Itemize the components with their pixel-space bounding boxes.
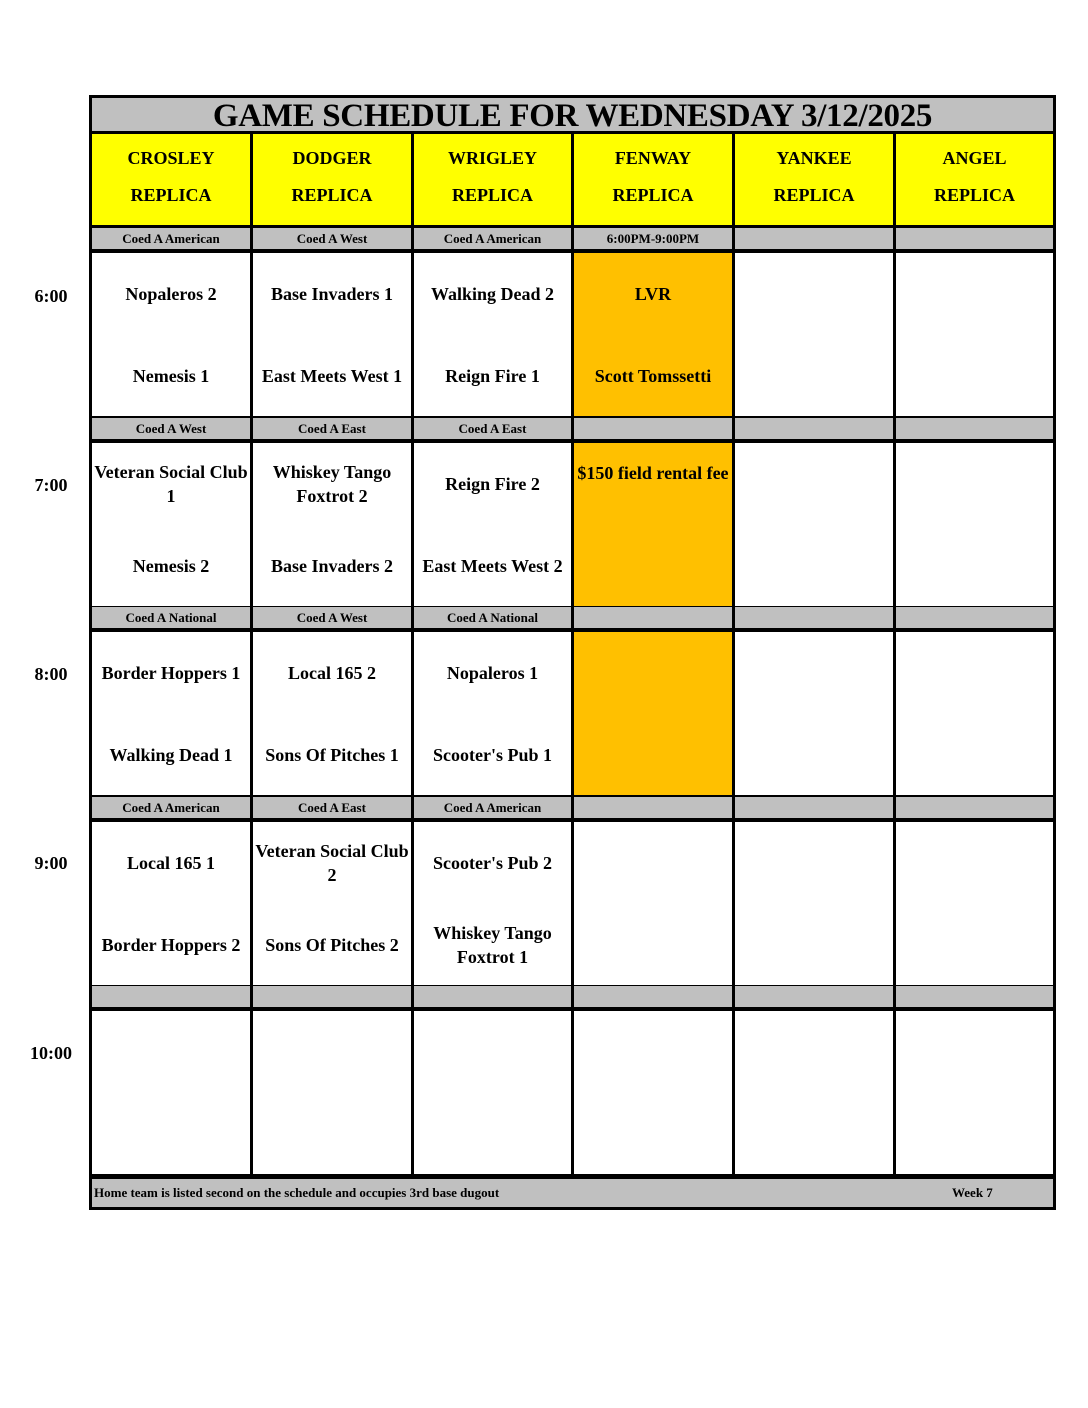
game-cell: [414, 443, 571, 606]
game-cell: [414, 822, 571, 985]
division-label: [92, 986, 250, 1007]
division-label: Coed A East: [414, 418, 571, 439]
game-cell: [92, 443, 250, 606]
game-cell: [414, 253, 571, 416]
home-team: [574, 1093, 732, 1174]
division-label: [896, 228, 1053, 249]
away-team: [896, 1011, 1053, 1093]
away-team: [574, 1011, 732, 1093]
game-cell: [896, 1011, 1053, 1174]
division-label: Coed A American: [92, 228, 250, 249]
away-team: [735, 1011, 893, 1093]
game-cell: [92, 253, 250, 416]
away-team: [735, 443, 893, 525]
time-label: 10:00: [30, 1043, 72, 1063]
home-team: [92, 1093, 250, 1174]
game-cell: [253, 443, 411, 606]
game-cell: [735, 253, 893, 416]
field-header-dodger: [253, 134, 411, 225]
division-label: [735, 228, 893, 249]
division-label: [896, 607, 1053, 628]
home-team: Border Hoppers 2: [101, 935, 241, 955]
away-team: [574, 822, 732, 904]
division-label: [735, 607, 893, 628]
field-name: DODGER: [292, 148, 372, 168]
division-label: [414, 986, 571, 1007]
away-team: [414, 1011, 571, 1093]
home-team: [253, 1093, 411, 1174]
game-cell: [896, 443, 1053, 606]
away-team: [896, 253, 1053, 335]
home-team: Scooter's Pub 1: [433, 745, 552, 765]
time-label: 6:00: [34, 286, 68, 306]
game-cell: [414, 1011, 571, 1174]
away-team: [896, 443, 1053, 525]
game-cell: [574, 822, 732, 985]
division-label: Coed A American: [414, 228, 571, 249]
home-team: [574, 714, 732, 795]
time-label: 9:00: [34, 853, 68, 873]
game-cell: [253, 632, 411, 795]
time-label: 8:00: [34, 664, 68, 684]
game-cell: [735, 822, 893, 985]
division-label: Coed A American: [414, 797, 571, 818]
game-cell: [896, 822, 1053, 985]
field-name: FENWAY: [614, 148, 692, 168]
away-team: [253, 1011, 411, 1093]
division-label: Coed A West: [253, 228, 411, 249]
away-team: Whiskey Tango Foxtrot 2: [272, 462, 392, 506]
division-label: Coed A American: [92, 797, 250, 818]
home-team: East Meets West 1: [261, 366, 403, 386]
away-team: Veteran Social Club 2: [255, 841, 409, 885]
home-team: Reign Fire 1: [445, 366, 540, 386]
away-team: Nopaleros 1: [446, 663, 539, 683]
division-label: Coed A National: [92, 607, 250, 628]
field-subtitle: REPLICA: [291, 185, 373, 205]
field-subtitle: REPLICA: [451, 185, 533, 205]
home-team: [896, 1093, 1053, 1174]
field-header-yankee: [735, 134, 893, 225]
division-label: [574, 418, 732, 439]
game-cell: [896, 253, 1053, 416]
away-team: LVR: [634, 284, 672, 304]
field-header-wrigley: [414, 134, 571, 225]
division-label: [896, 797, 1053, 818]
division-label: [735, 797, 893, 818]
game-cell: [253, 253, 411, 416]
home-team: Whiskey Tango Foxtrot 1: [433, 923, 552, 967]
away-team: Walking Dead 2: [430, 284, 555, 304]
game-cell: [735, 1011, 893, 1174]
division-label: [574, 797, 732, 818]
home-team: Walking Dead 1: [109, 745, 233, 765]
division-label: [735, 418, 893, 439]
away-team: Base Invaders 1: [270, 284, 393, 304]
time-label: 7:00: [34, 475, 68, 495]
division-label: [735, 986, 893, 1007]
game-cell: [574, 253, 732, 416]
away-team: [574, 632, 732, 714]
away-team: [735, 632, 893, 714]
away-team: Local 165 1: [127, 853, 215, 873]
division-label: Coed A East: [253, 418, 411, 439]
schedule-footer: [92, 1179, 1053, 1207]
home-team: [896, 335, 1053, 416]
division-label: Coed A East: [253, 797, 411, 818]
game-cell: [735, 443, 893, 606]
away-team: Veteran Social Club 1: [94, 462, 248, 506]
game-cell: [92, 822, 250, 985]
game-cell: [414, 632, 571, 795]
field-subtitle: REPLICA: [773, 185, 855, 205]
field-name: WRIGLEY: [447, 148, 537, 168]
home-team: [896, 714, 1053, 795]
away-team: [896, 822, 1053, 904]
game-cell: [735, 632, 893, 795]
division-label: 6:00PM-9:00PM: [574, 228, 732, 249]
week-label: Week 7: [952, 1185, 993, 1200]
away-team: Local 165 2: [288, 663, 376, 683]
field-subtitle: REPLICA: [612, 185, 694, 205]
home-team-note: Home team is listed second on the schedule and occupies 3rd base dugout: [94, 1185, 500, 1200]
game-cell: [896, 632, 1053, 795]
division-label: [253, 986, 411, 1007]
rental-fee-note: $150 field rental fee: [577, 463, 729, 483]
schedule-table: [89, 95, 1056, 1210]
home-team: Nemesis 1: [132, 366, 210, 386]
away-team: [735, 822, 893, 904]
away-team: [92, 1011, 250, 1093]
away-team: [896, 632, 1053, 714]
field-header-fenway: [574, 134, 732, 225]
schedule-title: GAME SCHEDULE FOR WEDNESDAY 3/12/2025: [92, 98, 1053, 131]
field-header-angel: [896, 134, 1053, 225]
division-label: [896, 418, 1053, 439]
game-cell: [92, 1011, 250, 1174]
home-team: [735, 1093, 893, 1174]
away-team: Border Hoppers 1: [101, 663, 241, 683]
home-team: [896, 904, 1053, 985]
field-name: ANGEL: [942, 148, 1007, 168]
division-label: [574, 986, 732, 1007]
home-team: Base Invaders 2: [270, 556, 393, 576]
home-team: East Meets West 2: [422, 556, 563, 576]
home-team: [735, 714, 893, 795]
game-cell: [253, 1011, 411, 1174]
home-team: Nemesis 2: [132, 556, 210, 576]
division-label: Coed A West: [92, 418, 250, 439]
game-cell: [92, 632, 250, 795]
division-label: Coed A National: [414, 607, 571, 628]
away-team: Scooter's Pub 2: [433, 853, 552, 873]
home-team: Sons Of Pitches 1: [265, 745, 399, 765]
field-name: YANKEE: [776, 148, 852, 168]
home-team: [735, 525, 893, 606]
field-header-crosley: [92, 134, 250, 225]
home-team: [896, 525, 1053, 606]
division-label: [896, 986, 1053, 1007]
away-team: Nopaleros 2: [125, 284, 217, 304]
away-team: Reign Fire 2: [445, 474, 540, 494]
home-team: [574, 904, 732, 985]
field-subtitle: REPLICA: [130, 185, 212, 205]
game-cell: [574, 443, 732, 606]
division-label: [574, 607, 732, 628]
home-team: Scott Tomssetti: [594, 366, 712, 386]
division-label: Coed A West: [253, 607, 411, 628]
home-team: [735, 335, 893, 416]
field-subtitle: REPLICA: [933, 185, 1015, 205]
home-team: [735, 904, 893, 985]
field-name: CROSLEY: [127, 148, 215, 168]
home-team: [414, 1093, 571, 1174]
game-cell: [253, 822, 411, 985]
home-team: Sons Of Pitches 2: [265, 935, 399, 955]
game-cell: [574, 632, 732, 795]
game-cell: [574, 1011, 732, 1174]
away-team: [735, 253, 893, 335]
